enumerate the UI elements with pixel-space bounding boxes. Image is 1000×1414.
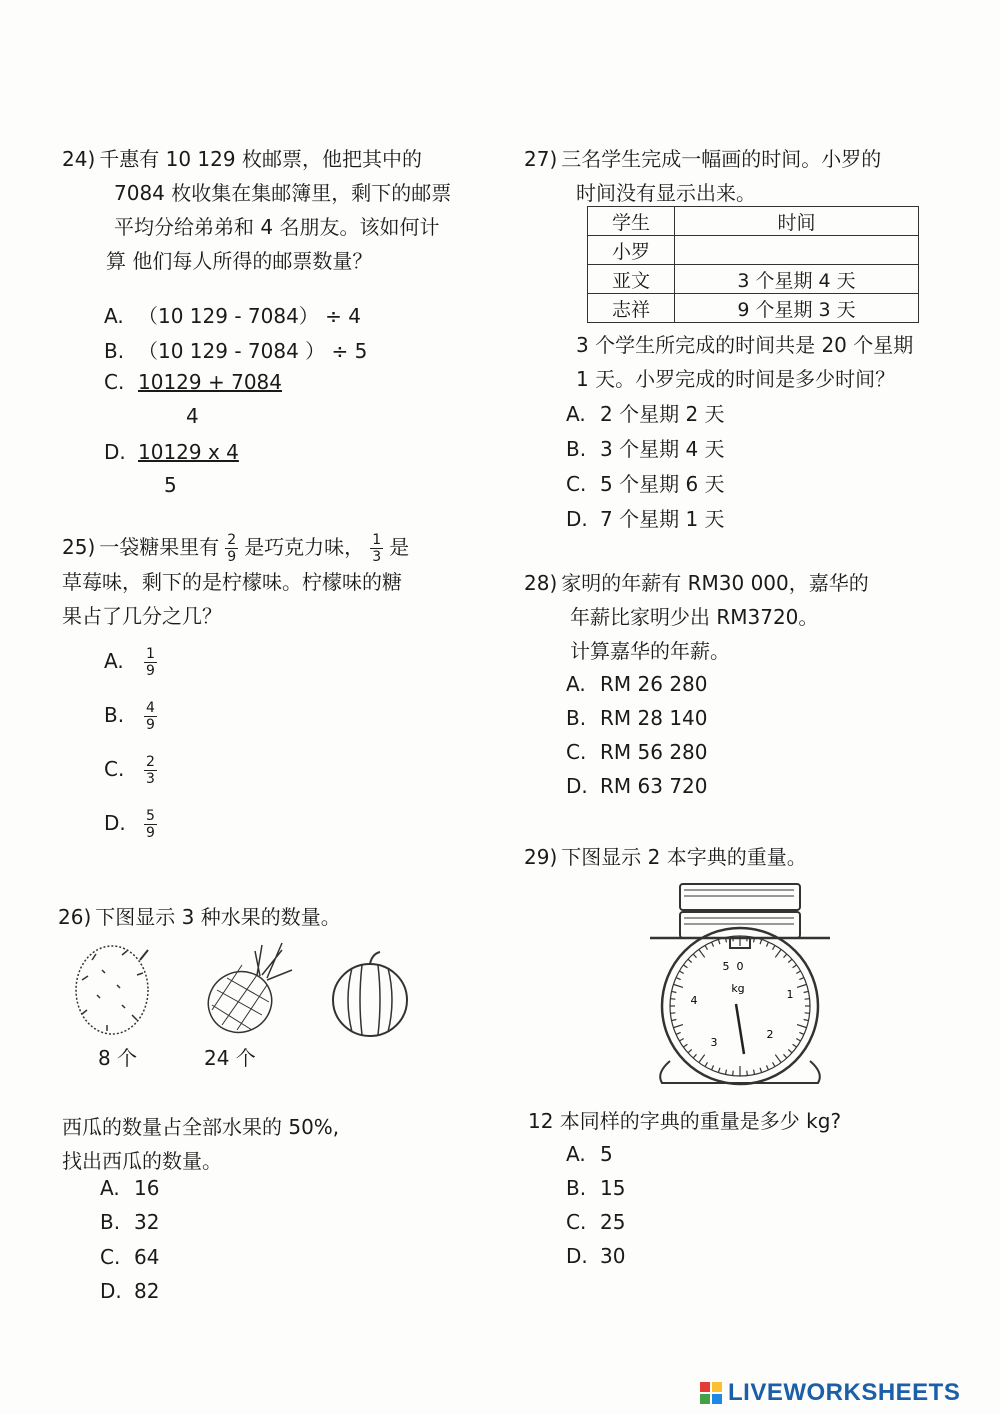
dial-tick xyxy=(670,999,675,1000)
dial-tick xyxy=(679,971,683,974)
fraction: $\frac{1}{3}$ xyxy=(372,532,382,565)
dial-tick xyxy=(683,1044,687,1047)
dial-tick xyxy=(688,959,692,962)
dial-tick xyxy=(797,984,807,987)
question-number: 26) xyxy=(58,905,92,929)
option-d[interactable]: D. RM 63 720 xyxy=(566,774,708,798)
dial-tick xyxy=(799,978,804,980)
dial-label-1: 1 xyxy=(786,988,794,1001)
dial-tick xyxy=(799,1032,804,1034)
option-a[interactable]: A. $\frac{1}{9}$ xyxy=(104,646,155,679)
dial-tick xyxy=(773,945,776,949)
dial-tick xyxy=(672,991,677,992)
question-29-prompt: 12 本同样的字典的重量是多少 kg? xyxy=(528,1109,842,1133)
question-number: 27) xyxy=(524,147,558,171)
dial-tick xyxy=(672,1020,677,1021)
option-d-denominator: 5 xyxy=(164,473,177,497)
dial-tick xyxy=(699,1055,705,1063)
dial-tick xyxy=(804,991,809,992)
question-27-prompt: 3 个学生所完成的时间共是 20 个星期 1 天。小罗完成的时间是多少时间？ xyxy=(576,333,914,391)
dial-tick xyxy=(760,1068,762,1073)
dial-tick xyxy=(783,1054,786,1058)
question-number: 25) xyxy=(62,535,96,559)
pineapple-icon xyxy=(198,943,292,1040)
option-b[interactable]: B. 15 xyxy=(566,1176,626,1200)
question-26: 26) 下图显示 3 种水果的数量。 xyxy=(58,905,341,929)
option-c[interactable]: C. 10129 + 7084 xyxy=(104,370,282,394)
dial-tick xyxy=(693,954,696,958)
dial-label-0: 0 xyxy=(736,960,744,973)
dial-label-3: 3 xyxy=(710,1036,718,1049)
option-c-denominator: 4 xyxy=(186,404,199,428)
logo-text: LIVEWORKSHEETS xyxy=(728,1379,961,1406)
dial-tick xyxy=(754,1070,755,1075)
option-c[interactable]: C. RM 56 280 xyxy=(566,740,708,764)
dial-tick xyxy=(788,959,792,962)
option-d[interactable]: D. $\frac{5}{9}$ xyxy=(104,808,155,841)
dial-tick xyxy=(804,1020,809,1021)
option-c[interactable]: C. 25 xyxy=(566,1210,626,1234)
dial-tick xyxy=(673,1025,683,1028)
fruit-illustration xyxy=(62,940,422,1040)
dial-tick xyxy=(683,965,687,968)
dial-tick xyxy=(773,1062,776,1066)
dictionaries-icon xyxy=(680,884,800,938)
dial-tick xyxy=(793,965,797,968)
dial-tick xyxy=(676,1032,681,1034)
question-text-line: 果占了几分之几？ xyxy=(62,604,222,628)
logo-square xyxy=(700,1382,710,1392)
scale-dial xyxy=(662,928,818,1084)
dial-label-4: 4 xyxy=(690,994,698,1007)
option-a[interactable]: A. 16 xyxy=(100,1176,160,1200)
dial-tick xyxy=(712,1065,714,1070)
question-number: 28) xyxy=(524,571,558,595)
option-d[interactable]: D. 7 个星期 1 天 xyxy=(566,507,725,531)
dial-tick xyxy=(796,971,800,974)
question-text-line: 千惠有 10 129 枚邮票，他把其中的 xyxy=(99,147,422,171)
question-number: 29) xyxy=(524,845,558,869)
option-b[interactable]: B. $\frac{4}{9}$ xyxy=(104,700,155,733)
dial-tick xyxy=(805,1013,810,1014)
dial-tick xyxy=(747,936,748,941)
question-26-prompt: 西瓜的数量占全部水果的 50%, 找出西瓜的数量。 xyxy=(62,1115,340,1173)
table-header: 学生 xyxy=(588,207,675,236)
question-28: 28) 家明的年薪有 RM30 000，嘉华的 年薪比家明少出 RM3720。 计算嘉华的年薪。 xyxy=(524,571,869,663)
option-c[interactable]: C. 5 个星期 6 天 xyxy=(566,472,725,496)
weighing-scale-illustration xyxy=(640,876,840,1086)
question-number: 24) xyxy=(62,147,96,171)
dial-tick xyxy=(705,945,708,949)
option-b[interactable]: B. RM 28 140 xyxy=(566,706,708,730)
dial-tick xyxy=(766,1065,768,1070)
dial-tick xyxy=(747,1071,748,1076)
option-d[interactable]: D. 10129 x 4 xyxy=(104,440,239,464)
table-row: 亚文 3 个星期 4 天 xyxy=(588,265,919,294)
dial-tick xyxy=(676,978,681,980)
option-a[interactable]: A. RM 26 280 xyxy=(566,672,708,696)
dial-tick xyxy=(766,942,768,947)
dial-tick xyxy=(705,1062,708,1066)
watermelon-icon xyxy=(333,952,407,1036)
option-a[interactable]: A. 5 xyxy=(566,1142,613,1166)
dial-tick xyxy=(733,1071,734,1076)
option-c[interactable]: C. 64 xyxy=(100,1245,160,1269)
option-c[interactable]: C. $\frac{2}{3}$ xyxy=(104,754,155,787)
logo-square xyxy=(712,1394,722,1404)
question-text-line: 平均分给弟弟和 4 名朋友。该如何计 xyxy=(114,215,440,239)
dial-tick xyxy=(718,1068,720,1073)
logo-square xyxy=(712,1382,722,1392)
dial-tick xyxy=(673,984,683,987)
logo-square xyxy=(700,1394,710,1404)
question-text-line: 算 他们每人所得的邮票数量？ xyxy=(106,249,373,273)
liveworksheets-logo[interactable] xyxy=(700,1378,960,1408)
option-b[interactable]: B. （10 129 - 7084 ） ÷ 5 xyxy=(104,339,368,363)
question-text-line: 草莓味，剩下的是柠檬味。柠檬味的糖 xyxy=(62,570,402,594)
dial-tick xyxy=(760,939,762,944)
option-a[interactable]: A. 2 个星期 2 天 xyxy=(566,402,725,426)
dial-tick xyxy=(718,939,720,944)
dial-tick xyxy=(688,1049,692,1052)
logo-icon xyxy=(700,1382,722,1404)
dial-tick xyxy=(693,1054,696,1058)
dial-tick xyxy=(733,936,734,941)
dial-tick xyxy=(699,949,705,957)
dial-tick xyxy=(796,1039,800,1042)
dial-tick xyxy=(783,954,786,958)
question-25: 25) 一袋糖果里有 $\frac{2}{9}$ 是巧克力味， $\frac{1}{3}$ 是 草莓味，剩下的是柠檬味。柠檬味的糖 果占了几分之几？ xyxy=(62,530,409,633)
dial-tick xyxy=(679,1039,683,1042)
dial-tick xyxy=(805,999,810,1000)
table-header: 时间 xyxy=(675,207,919,236)
question-24 xyxy=(62,142,451,278)
option-d[interactable]: D. 82 xyxy=(100,1279,160,1303)
table-row: 小罗 xyxy=(588,236,919,265)
fraction: $\frac{2}{9}$ xyxy=(227,532,237,565)
time-table xyxy=(587,206,919,323)
dial-unit: kg xyxy=(731,982,745,995)
question-text-line: 7084 枚收集在集邮簿里，剩下的邮票 xyxy=(114,181,452,205)
durian-icon xyxy=(76,946,148,1034)
durian-count: 8 个 xyxy=(98,1046,138,1070)
dial-tick xyxy=(797,1025,807,1028)
dial-label-5: 5 xyxy=(722,960,730,973)
option-a[interactable]: A. （10 129 - 7084） ÷ 4 xyxy=(104,304,362,328)
question-27: 27) 三名学生完成一幅画的时间。小罗的 时间没有显示出来。 xyxy=(524,147,882,205)
table-row: 志祥 9 个星期 3 天 xyxy=(588,294,919,323)
question-29: 29) 下图显示 2 本字典的重量。 xyxy=(524,845,807,869)
dial-tick xyxy=(775,1055,781,1063)
dial-tick xyxy=(788,1049,792,1052)
dial-tick xyxy=(793,1044,797,1047)
option-b[interactable]: B. 32 xyxy=(100,1210,160,1234)
dial-tick xyxy=(775,949,781,957)
option-b[interactable]: B. 3 个星期 4 天 xyxy=(566,437,725,461)
dial-tick xyxy=(725,1070,726,1075)
option-d[interactable]: D. 30 xyxy=(566,1244,626,1268)
dial-label-2: 2 xyxy=(766,1028,774,1041)
dial-tick xyxy=(712,942,714,947)
pineapple-count: 24 个 xyxy=(204,1046,256,1070)
dial-tick xyxy=(670,1013,675,1014)
